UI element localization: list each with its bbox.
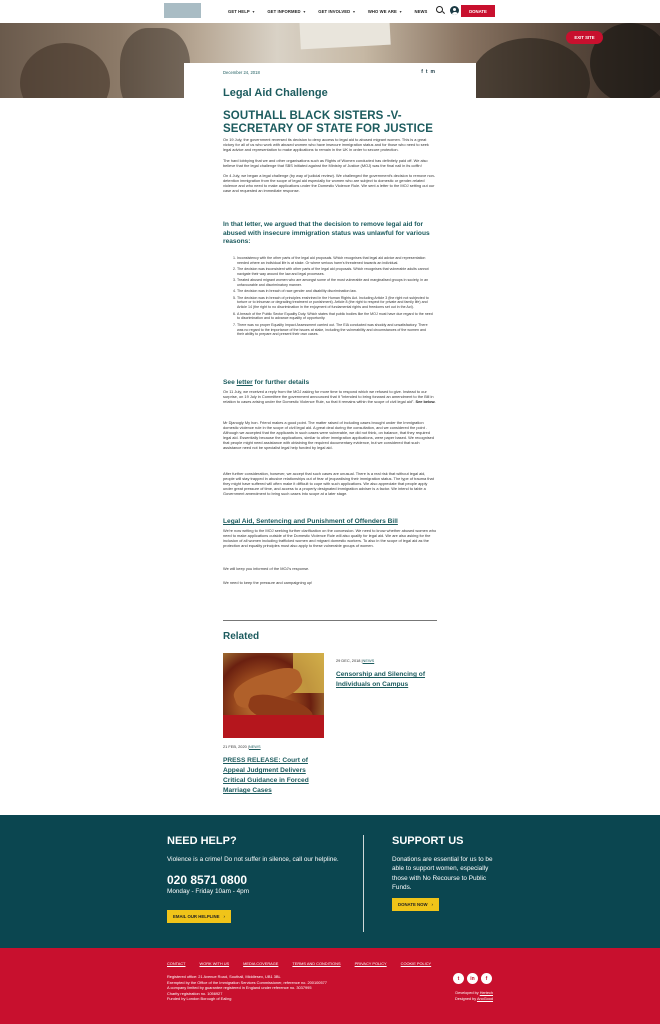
writing-paragraph: We're now writing to the MOJ seeking further clarification on the concession. We need to know whether abused women who need to make applications outside of the Domestic Violence Rule will also qualify for legal aid. We are also asking for the inclusion of all women including trafficked women and migrant domestic workers. To also in the scope of legal aid as the protection and equality principles must also apply to these vulnerable groups of women. — [223, 528, 437, 549]
twitter-icon[interactable]: t — [453, 973, 464, 984]
designed-by-line — [400, 997, 493, 1003]
main-menu — [228, 0, 427, 23]
reply-paragraph — [223, 389, 438, 404]
developed-by-text: Developed by — [455, 991, 480, 995]
menu-item-get-informed[interactable] — [267, 9, 306, 14]
twitter-share-icon[interactable]: t — [425, 69, 428, 75]
intro-paragraph-2: The hard lobbying that we and other organisations such as Rights of Women conducted has definitely paid off. We also believe that the legal challenge that SBS initiated against the Ministry of Justice (MOJ) was the final nail in its coffin! — [223, 158, 428, 169]
designer-link[interactable]: AnoGood — [476, 996, 493, 1001]
related-link-censorship[interactable]: Censorship and Silencing of Individuals on Campus — [336, 671, 426, 688]
footer-link-privacy[interactable]: PRIVACY POLICY — [354, 961, 387, 966]
chevron-right-icon: › — [431, 902, 433, 907]
designed-by-text: Designed by — [455, 996, 477, 1001]
site-logo[interactable] — [164, 3, 201, 18]
footer-credits — [400, 991, 493, 1002]
legal-line: Registered office: 21 Avenue Road, Southall, Middlesex, UB1 3BL — [167, 974, 281, 979]
menu-item-news[interactable] — [414, 9, 427, 14]
see-text: See — [223, 379, 237, 386]
related-divider — [223, 620, 437, 621]
related-date: 21 FEB, 2020 | — [223, 744, 249, 749]
list-item: 7. There was no proper Equality Impact Assessment carried out. The EIA conducted was shoddy and unsatisfactory. There was no regard to the importance of the issues at stake, including the vulnerability and circumstances of the women and their ability to prepare and present their own cases. — [237, 323, 433, 338]
facebook-share-icon[interactable]: f — [421, 69, 423, 75]
article-date: December 24, 2018 — [223, 69, 260, 75]
chevron-down-icon: ▼ — [302, 9, 307, 14]
menu-label: NEWS — [414, 9, 428, 14]
email-helpline-button[interactable] — [167, 910, 231, 923]
list-item: 4. The decision was in breach of race gender and disability discrimination law. — [237, 289, 433, 294]
need-help-heading: NEED HELP? — [167, 835, 237, 847]
campaign-paragraph: We need to keep the pressure and campaigning up! — [223, 580, 313, 585]
chevron-right-icon: › — [223, 914, 225, 919]
support-us-text: Donations are essential for us to be able to support women, especially those with No Recourse to Public Funds. — [392, 856, 493, 891]
facebook-icon[interactable]: f — [481, 973, 492, 984]
exit-site-button[interactable]: EXIT SITE — [566, 31, 603, 44]
chevron-down-icon: ▼ — [398, 9, 403, 14]
see-rest-text: for further details — [252, 379, 310, 386]
reply-text: On 11 July, we received a reply from the MOJ asking for more time to respond which we refused to give. Instead to our surprise, on 19 July in Committee the government announced that it "intended to bring forward an amendment to the Bill in relation to cases arising under the Domestic Violence Rule, so that it remains within the scope of civil legal aid". — [223, 389, 434, 405]
list-item: 6. A breach of the Public Sector Equality Duty. Which states that public bodies like the MOJ must have due regard to the need to discrimination and to advance equality of opportunity. — [237, 312, 433, 322]
menu-label: GET INVOLVED — [318, 9, 351, 14]
related-image-forced-marriage[interactable] — [223, 653, 324, 738]
chevron-down-icon: ▼ — [251, 9, 256, 14]
footer-link-cookie[interactable]: COOKIE POLICY — [400, 961, 432, 966]
footer-links — [167, 961, 431, 966]
article-heading: SOUTHALL BLACK SISTERS -V- SECRETARY OF STATE FOR JUSTICE — [223, 110, 434, 135]
menu-item-who-we-are[interactable] — [368, 9, 403, 14]
legal-line: Charity registration no. 1056927 — [167, 990, 223, 996]
related-date: 29 DEC, 2018 | — [336, 658, 363, 663]
menu-label: GET INFORMED — [267, 9, 301, 14]
footer-link-contact[interactable]: CONTACT — [167, 961, 186, 966]
donate-now-button[interactable] — [392, 898, 439, 911]
legal-line: Exempted by the Office of the Immigration Services Commissioner, reference no. 200100577 — [167, 979, 327, 985]
menu-item-get-involved[interactable] — [318, 9, 356, 14]
related-meta-1 — [223, 744, 261, 749]
search-icon[interactable] — [436, 6, 445, 15]
social-icons — [453, 973, 492, 984]
button-label: EMAIL OUR HELPLINE — [173, 914, 220, 919]
see-letter-heading — [223, 379, 438, 388]
argued-heading: In that letter, we argued that the decision to remove legal aid for abused with insecure immigration status was unlawful for various reasons: — [223, 221, 430, 245]
see-below-text: See below. — [415, 399, 436, 405]
related-category-link[interactable]: NEWS — [362, 658, 375, 663]
legal-line: A company limited by guarantee registered in England under reference no. 3037995 — [167, 985, 312, 990]
menu-item-get-help[interactable] — [228, 9, 255, 14]
article-card — [184, 63, 476, 623]
user-account-icon[interactable] — [450, 6, 459, 15]
intro-paragraph-3: On 4 July, we began a legal challenge (by way of judicial review). We challenged the government's decision to remove non-detention immigration from the scope of legal aid especially for women who are subject to domestic or gender-related violence and who need to make applications under the Domestic Violence Rule. We sent a letter to the MOJ setting out our case and requested an immediate response. — [223, 173, 436, 194]
footer-help-section — [0, 815, 660, 948]
footer-divider — [363, 835, 364, 932]
related-title: Related — [223, 631, 260, 642]
footer-legal-section — [0, 948, 660, 1024]
consideration-paragraph: After further consideration, however, we accept that such cases are unusual. There is a real risk that without legal aid, people will stay trapped in abusive relationships out of fear of jeopardising their immigration status. The type of trauma that they might have suffered will often make it difficult to cope with such applications. We also appreciate that people apply under great pressure of time, and access to a properly designated immigration adviser is a factor. We intend to table a Government amendment to bring such cases into scope at a later stage. — [223, 471, 434, 497]
article-meta — [223, 69, 435, 75]
top-navigation — [0, 0, 660, 23]
intro-paragraph-1: On 19 July, the government reversed its decision to deny access to legal aid to abused migrant women. This is a great victory for all of us who work with abused women who have insecure immigration status and for those who need to seek legal advice and representation to make applications to remain in the UK in order to secure protection. — [223, 137, 429, 153]
support-us-heading: SUPPORT US — [392, 835, 464, 847]
footer-legal-text — [167, 974, 407, 1002]
page-title: Legal Aid Challenge — [223, 87, 328, 99]
list-item: 1. Inconsistency with the other parts of the legal aid proposals. Which recognises that legal aid advice and representation needed where an individual life is at stake. Or where serious harm's threatened towards an individual. — [237, 256, 433, 266]
minister-paragraph: Mr Djanogly My hon. Friend makes a good point. The matter raised of including cases brought under the Immigration domestic violence rule in the scope of civil legal aid. A great deal during the consultation, and we considered the point . Although we accepted that the applicants in such cases were vulnerable, we did not think, on balance, that they required legal aid. Essentially because the applications, similar to other immigration applications, were paper based. We recognised that people might need assistance with obtaining the required documentary evidence, but we considered that such assistance need not be specialist legal help funded by legal aid. — [223, 420, 435, 451]
share-icons — [421, 69, 435, 75]
developer-link[interactable]: Hertech — [479, 991, 493, 995]
footer-link-terms[interactable]: TERMS AND CONDITIONS — [292, 961, 341, 966]
chevron-down-icon: ▼ — [352, 9, 356, 14]
linkedin-icon[interactable]: in — [467, 973, 478, 984]
list-item: 5. The decision was in breach of principles enshrined in the Human Rights Act. Including Article 3 (the right not subjected to torture or to inhuman or degrading treatment or punishment). Article 8 (the right to respect for private and family life) and Article 14 (the right to no discrimination in the enjoyment of fundamental rights and freedoms set out in the Act). — [237, 296, 433, 311]
reasons-list — [223, 256, 433, 339]
email-share-icon[interactable]: m — [430, 69, 435, 75]
list-item: 3. Treated abused migrant women who are amongst some of the most vulnerable and marginalised groups in society, in an unfavourable and discriminatory manner. — [237, 278, 433, 288]
related-link-press-release[interactable]: PRESS RELEASE: Court of Appeal Judgment Delivers Critical Guidance in Forced Marriage Cases — [223, 757, 309, 794]
keep-informed-paragraph: We will keep you informed of the MOJ's response. — [223, 566, 310, 571]
list-item: 2. The decision was inconsistent with other parts of the legal aid proposals. Which recognises that vulnerable adults cannot navigate their way around the law and legal processes. — [237, 267, 433, 277]
helpline-hours: Monday - Friday 10am - 4pm — [167, 888, 250, 895]
menu-label: WHO WE ARE — [367, 9, 397, 14]
footer-link-work-with-us[interactable]: WORK WITH US — [199, 961, 230, 966]
nav-icons — [436, 6, 459, 15]
footer-link-media-coverage[interactable]: MEDIA COVERAGE — [243, 961, 279, 966]
letter-link[interactable]: letter — [236, 379, 253, 386]
sentencing-bill-link[interactable]: Legal Aid, Sentencing and Punishment of Offenders Bill — [223, 518, 398, 525]
related-meta-2 — [336, 658, 374, 663]
legal-line: Funded by London Borough of Ealing — [167, 996, 232, 1001]
need-help-text: Violence is a crime! Do not suffer in silence, call our helpline. — [167, 856, 339, 863]
donate-button[interactable]: DONATE — [461, 5, 495, 17]
menu-label: GET HELP — [228, 9, 250, 14]
related-category-link[interactable]: NEWS — [248, 744, 261, 749]
helpline-phone[interactable]: 020 8571 0800 — [167, 873, 248, 887]
button-label: DONATE NOW — [398, 902, 428, 907]
